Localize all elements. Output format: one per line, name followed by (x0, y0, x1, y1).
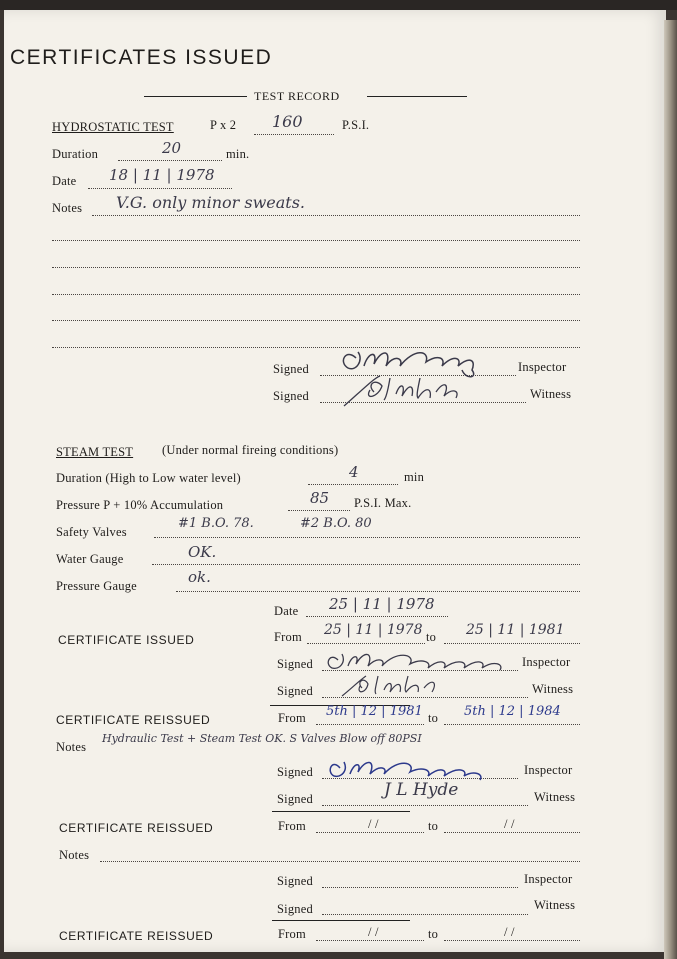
cert2-witness-signature: J L Hyde (384, 780, 459, 800)
hydro-duration-unit: min. (226, 147, 250, 161)
section-rule-left (144, 96, 247, 97)
steam-pressure-unit: P.S.I. Max. (354, 496, 412, 510)
pressure-gauge-value: ok. (188, 568, 211, 586)
cert3-to-line (444, 832, 580, 833)
pressure-gauge-line (176, 591, 580, 592)
water-gauge-value: OK. (188, 543, 217, 561)
cert3-to-label: to (428, 819, 439, 833)
cert3-notes-line (100, 861, 580, 862)
scan-top-border (0, 0, 677, 10)
hydro-notes-label: Notes (52, 201, 83, 215)
cert2-witness-label: Witness (534, 790, 576, 804)
cert2-signed-line-2 (322, 805, 528, 806)
cert2-label: CERTIFICATE REISSUED (56, 713, 211, 727)
cert3-signed-label-2: Signed (277, 902, 313, 916)
cert-witness-label: Witness (532, 682, 574, 696)
hydro-duration-label: Duration (52, 147, 99, 161)
hydro-duration-value: 20 (162, 139, 182, 157)
cert-issued-label: CERTIFICATE ISSUED (58, 633, 195, 647)
hydro-date-label: Date (52, 174, 77, 188)
hydro-title: HYDROSTATIC TEST (52, 120, 174, 134)
cert3-witness-label: Witness (534, 898, 576, 912)
cert4-label: CERTIFICATE REISSUED (59, 929, 214, 943)
cert3-inspector-label: Inspector (524, 872, 573, 886)
cert4-to-label: to (428, 927, 439, 941)
cert4-rule (272, 920, 410, 921)
cert2-inspector-label: Inspector (524, 763, 573, 777)
steam-title: STEAM TEST (56, 445, 134, 459)
safety-valve-2: #2 B.O. 80 (300, 516, 372, 531)
cert-to-label: to (426, 630, 437, 644)
cert2-notes-value: Hydraulic Test + Steam Test OK. S Valves Blow off 80PSI (102, 732, 422, 745)
hydro-notes-line-5 (52, 320, 580, 321)
cert2-from-value: 5th | 12 | 1981 (326, 704, 423, 719)
cert2-from-line (316, 724, 424, 725)
cert3-signed-line-2 (322, 914, 528, 915)
cert2-to-label: to (428, 711, 439, 725)
cert3-signed-label-1: Signed (277, 874, 313, 888)
hydro-witness-label: Witness (530, 387, 572, 401)
record-page (4, 10, 666, 952)
hydro-pressure-value: 160 (272, 112, 303, 131)
cert4-from-slashes: / / (368, 925, 379, 939)
water-gauge-line (152, 564, 580, 565)
cert3-from-line (316, 832, 424, 833)
section-heading: TEST RECORD (254, 89, 340, 103)
hydro-pressure-line (254, 134, 334, 135)
cert2-signed-label-1: Signed (277, 765, 313, 779)
hydro-unit: P.S.I. (342, 118, 370, 132)
safety-valves-line (154, 537, 580, 538)
cert-inspector-label: Inspector (522, 655, 571, 669)
cert2-to-value: 5th | 12 | 1984 (464, 704, 561, 719)
hydro-date-line (88, 188, 232, 189)
steam-pressure-label: Pressure P + 10% Accumulation (56, 498, 224, 512)
cert2-to-line (444, 724, 580, 725)
safety-valve-1: #1 B.O. 78. (178, 516, 254, 531)
safety-valves-label: Safety Valves (56, 525, 127, 539)
hydro-inspector-label: Inspector (518, 360, 567, 374)
steam-duration-unit: min (404, 470, 425, 484)
hydro-date-value: 18 | 11 | 1978 (109, 166, 215, 184)
cert3-signed-line-1 (322, 887, 518, 888)
witness-signature (340, 370, 480, 410)
cert4-to-line (444, 940, 580, 941)
cert-signed-label-1: Signed (277, 657, 313, 671)
cert-date-label: Date (274, 604, 299, 618)
book-spine-edge (664, 20, 677, 959)
cert-witness-signature (338, 670, 448, 700)
hydro-notes-line-4 (52, 294, 580, 295)
hydro-duration-line (118, 160, 222, 161)
cert3-to-slashes: / / (504, 817, 515, 831)
cert3-from-slashes: / / (368, 817, 379, 831)
cert3-notes-label: Notes (59, 848, 90, 862)
cert4-from-line (316, 940, 424, 941)
steam-duration-line (308, 484, 398, 485)
cert-from-label: From (274, 630, 302, 644)
section-rule-right (367, 96, 467, 97)
cert-from-value: 25 | 11 | 1978 (324, 622, 423, 638)
hydro-formula: P x 2 (210, 118, 237, 132)
hydro-signed-label-2: Signed (273, 389, 309, 403)
hydro-notes-value: V.G. only minor sweats. (116, 193, 306, 212)
cert3-label: CERTIFICATE REISSUED (59, 821, 214, 835)
cert4-from-label: From (278, 927, 306, 941)
pressure-gauge-label: Pressure Gauge (56, 579, 137, 593)
cert2-inspector-signature (324, 752, 494, 782)
cert-signed-label-2: Signed (277, 684, 313, 698)
steam-pressure-value: 85 (310, 489, 330, 507)
cert3-from-label: From (278, 819, 306, 833)
hydro-notes-line-2 (52, 240, 580, 241)
cert2-from-label: From (278, 711, 306, 725)
steam-subtitle: (Under normal fireing conditions) (162, 443, 339, 457)
cert-date-value: 25 | 11 | 1978 (329, 595, 435, 613)
cert2-signed-label-2: Signed (277, 792, 313, 806)
cert2-notes-label: Notes (56, 740, 87, 754)
cert-to-value: 25 | 11 | 1981 (466, 622, 565, 638)
cert-date-line (306, 616, 448, 617)
hydro-notes-line-1 (92, 215, 580, 216)
steam-duration-value: 4 (349, 463, 359, 481)
water-gauge-label: Water Gauge (56, 552, 124, 566)
steam-duration-label: Duration (High to Low water level) (56, 471, 241, 485)
page-title: CERTIFICATES ISSUED (10, 46, 273, 69)
hydro-notes-line-3 (52, 267, 580, 268)
steam-pressure-line (288, 510, 350, 511)
cert3-rule (272, 811, 410, 812)
hydro-signed-label-1: Signed (273, 362, 309, 376)
cert4-to-slashes: / / (504, 925, 515, 939)
